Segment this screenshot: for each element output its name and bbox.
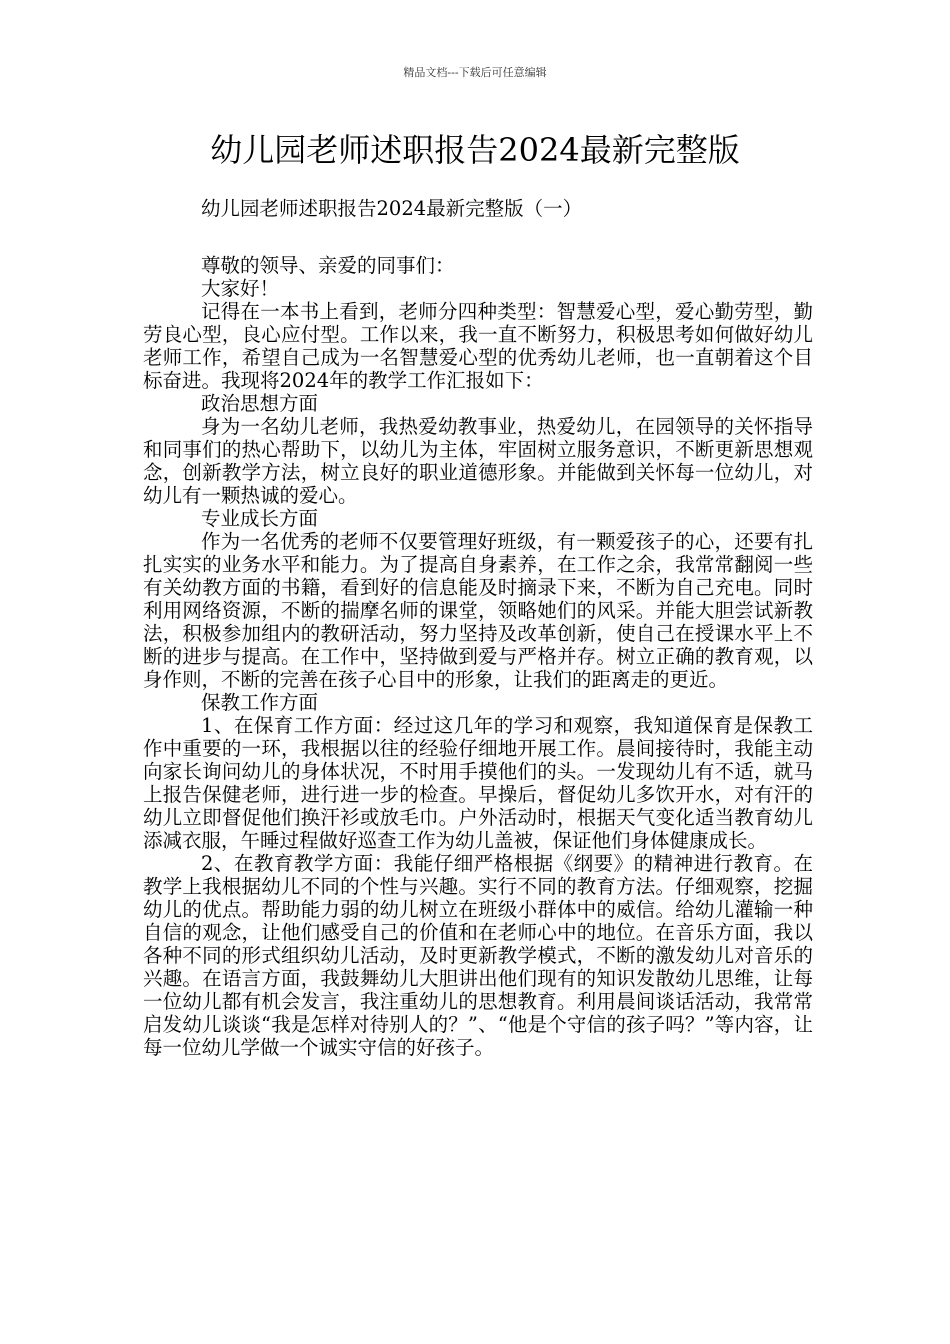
intro-paragraph: 记得在一本书上看到，老师分四种类型：智慧爱心型，爱心勤劳型，勤劳良心型，良心应付型。工作以来，我一直不断努力，积极思考如何做好幼儿老师工作，希望自己成为一名智慧爱心型的优秀幼儿老师，也一直朝着这个目标奋进。我现将2024年的教学工作汇报如下： — [143, 300, 813, 392]
document-title: 幼儿园老师述职报告2024最新完整版 — [210, 131, 740, 169]
page-header-caption: 精品文档---下载后可任意编辑 — [403, 66, 547, 79]
section-heading-professional: 专业成长方面 — [201, 507, 319, 530]
section-paragraph: 1、在保育工作方面：经过这几年的学习和观察，我知道保育是保教工作中重要的一环，我根据以往的经验仔细地开展工作。晨间接待时，我能主动向家长询问幼儿的身体状况，不时用手摸他们的头。一发现幼儿有不适，就马上报告保健老师，进行进一步的检查。早操后，督促幼儿多饮开水，对有汗的幼儿立即督促他们换汗衫或放毛巾。户外活动时，根据天气变化适当教育幼儿添减衣服，午睡过程做好巡查工作为幼儿盖被，保证他们身体健康成长。 — [143, 714, 813, 852]
section-paragraph: 身为一名幼儿老师，我热爱幼教事业，热爱幼儿，在园领导的关怀指导和同事们的热心帮助下，以幼儿为主体，牢固树立服务意识，不断更新思想观念，创新教学方法，树立良好的职业道德形象。并能做到关怀每一位幼儿，对幼儿有一颗热诚的爱心。 — [143, 415, 813, 507]
section-paragraph: 作为一名优秀的老师不仅要管理好班级，有一颗爱孩子的心，还要有扎扎实实的业务水平和能力。为了提高自身素养，在工作之余，我常常翻阅一些有关幼教方面的书籍，看到好的信息能及时摘录下来，不断为自己充电。同时利用网络资源，不断的揣摩名师的课堂，领略她们的风采。并能大胆尝试新教法，积极参加组内的教研活动，努力坚持及改革创新，使自己在授课水平上不断的进步与提高。在工作中，坚持做到爱与严格并存。树立正确的教育观，以身作则，不断的完善在孩子心目中的形象，让我们的距离走的更近。 — [143, 530, 813, 691]
greeting: 大家好！ — [201, 277, 280, 300]
salutation: 尊敬的领导、亲爱的同事们： — [201, 254, 455, 277]
section-heading-political: 政治思想方面 — [201, 392, 319, 415]
document-body — [143, 196, 813, 1059]
section-paragraph: 2、在教育教学方面：我能仔细严格根据《纲要》的精神进行教育。在教学上我根据幼儿不同的个性与兴趣。实行不同的教育方法。仔细观察，挖掘幼儿的优点。帮助能力弱的幼儿树立在班级小群体中的威信。给幼儿灌输一种自信的观念，让他们感受自己的价值和在老师心中的地位。在音乐方面，我以各种不同的形式组织幼儿活动，及时更新教学模式，不断的激发幼儿对音乐的兴趣。在语言方面，我鼓舞幼儿大胆讲出他们现有的知识发散幼儿思维，让每一位幼儿都有机会发言，我注重幼儿的思想教育。利用晨间谈话活动，我常常启发幼儿谈谈“我是怎样对待别人的？”、“他是个守信的孩子吗？”等内容，让每一位幼儿学做一个诚实守信的好孩子。 — [143, 852, 813, 1059]
document-subtitle: 幼儿园老师述职报告2024最新完整版（一） — [201, 197, 583, 220]
section-heading-care-education: 保教工作方面 — [201, 691, 319, 714]
